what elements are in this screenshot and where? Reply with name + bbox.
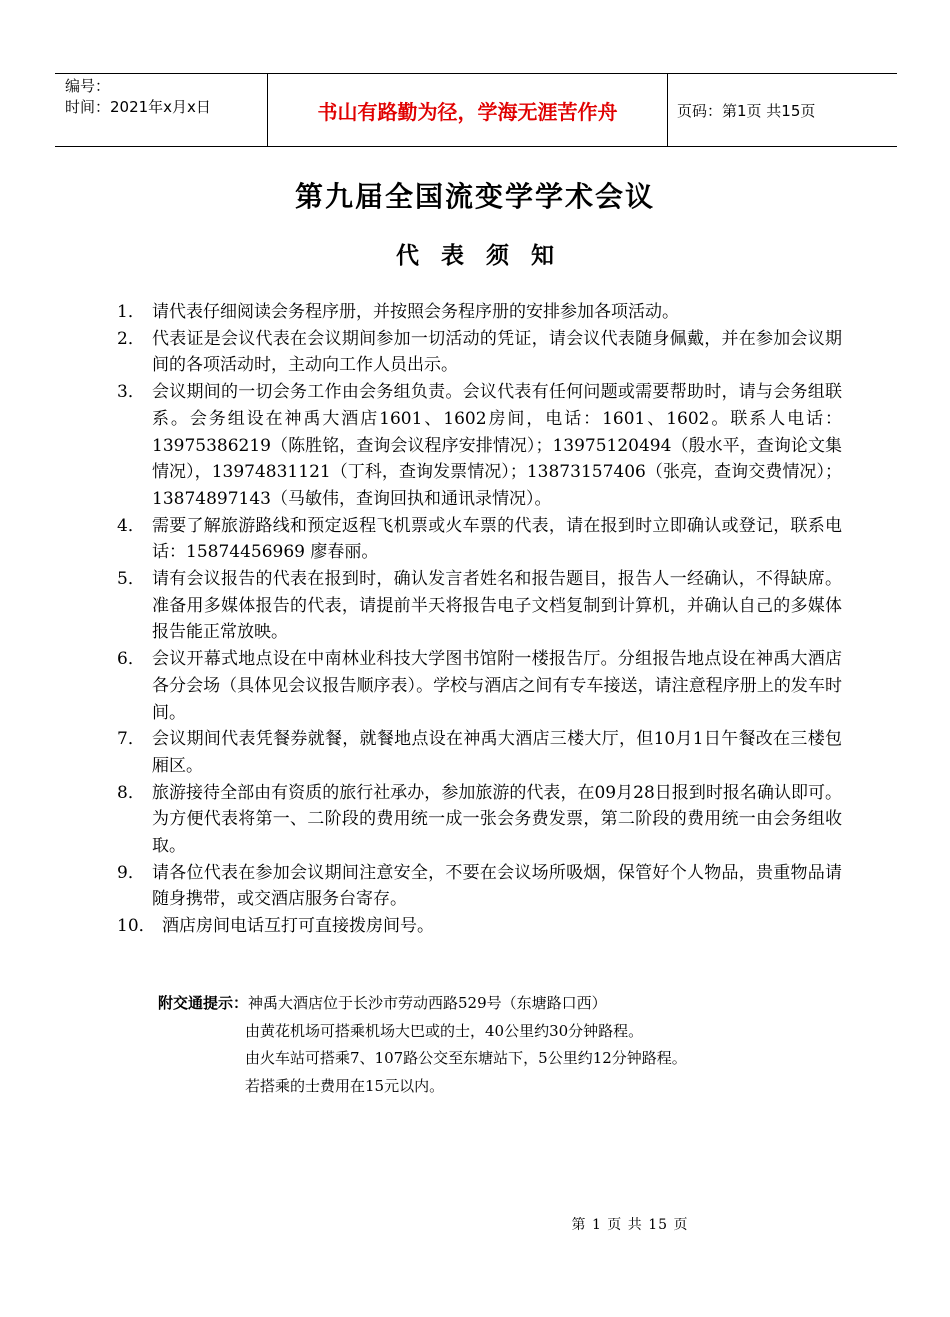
item-number: 3． [117,382,145,403]
item-text: 旅游接待全部由有资质的旅行社承办，参加旅游的代表，在09月28日报到时报名确认即可。为方便代表将第一、二阶段的费用统一成一张会务费发票，第二阶段的费用统一由会务组收取。 [152,782,842,857]
list-item [117,379,842,513]
item-number: 10． [117,916,156,937]
item-text: 请代表仔细阅读会务程序册，并按照会务程序册的安排参加各项活动。 [152,302,679,322]
page-info: 页码：第1页 共15页 [677,101,816,120]
list-item [117,566,842,646]
list-item [117,299,842,326]
motto: 书山有路勤为径，学海无涯苦作舟 [268,74,668,146]
item-text: 会议期间的一切会务工作由会务组负责。会议代表有任何问题或需要帮助时，请与会务组联系。会务组设在神禹大酒店1601、1602房间，电话：1601、1602。联系人电话：13975386219（陈胜铭，查询会议程序安排情况）；13975120494（殷水平，查询论文集情况），13974831121（丁科，查询发票情况）；13873157406（张亮，查询交费情况）；13874897143（马敏伟，查询回执和通讯录情况）。 [152,382,842,509]
notice-list [117,299,842,940]
transport-line3: 由火车站可搭乘7、107路公交至东塘站下，5公里约12分钟路程。 [245,1049,687,1067]
item-text: 酒店房间电话互打可直接拨房间号。 [162,916,434,937]
page-footer: 第 1 页 共 15 页 [571,1217,689,1233]
list-item [117,326,842,379]
item-text: 请有会议报告的代表在报到时，确认发言者姓名和报告题目，报告人一经确认，不得缺席。准备用多媒体报告的代表，请提前半天将报告电子文档复制到计算机，并确认自己的多媒体报告能正常放映。 [152,569,842,643]
document-subtitle: 代表须知 [396,243,576,269]
header-left-cell [55,74,268,146]
transport-line2: 由黄花机场可搭乘机场大巴或的士，40公里约30分钟路程。 [245,1021,644,1040]
list-item [117,646,842,726]
transport-line1: 神禹大酒店位于长沙市劳动西路529号（东塘路口西） [248,994,607,1012]
list-item [117,780,842,860]
list-item [117,726,842,779]
item-number: 2． [117,328,145,349]
item-number: 1． [117,302,145,322]
item-number: 5． [117,569,145,590]
item-number: 4． [117,515,145,536]
list-item [117,913,842,940]
transport-line4: 若搭乘的士费用在15元以内。 [245,1076,445,1095]
transport-notes [158,990,687,1100]
list-item [117,513,842,566]
item-number: 8． [117,782,145,803]
item-text: 代表证是会议代表在会议期间参加一切活动的凭证，请会议代表随身佩戴，并在参加会议期间的各项活动时，主动向工作人员出示。 [152,328,842,376]
date-line: 时间：2021年x月x日 [65,98,211,116]
item-text: 需要了解旅游路线和预定返程飞机票或火车票的代表，请在报到时立即确认或登记，联系电话：15874456969 廖春丽。 [152,515,842,563]
item-text: 会议期间代表凭餐券就餐，就餐地点设在神禹大酒店三楼大厅，但10月1日午餐改在三楼包厢区。 [152,729,842,776]
item-text: 请各位代表在参加会议期间注意安全，不要在会议场所吸烟，保管好个人物品，贵重物品请随身携带，或交酒店服务台寄存。 [152,862,842,910]
item-number: 7． [117,729,145,750]
transport-line [158,990,687,1018]
item-number: 9． [117,862,145,883]
serial-label: 编号： [65,77,111,95]
item-text: 会议开幕式地点设在中南林业科技大学图书馆附一楼报告厅。分组报告地点设在神禹大酒店各分会场（具体见会议报告顺序表）。学校与酒店之间有专车接送，请注意程序册上的发车时间。 [152,649,842,723]
item-number: 6． [117,649,145,670]
page-header [55,73,897,147]
transport-lead: 附交通提示： [158,994,249,1012]
document-title: 第九届全国流变学学术会议 [294,180,655,213]
list-item [117,860,842,913]
